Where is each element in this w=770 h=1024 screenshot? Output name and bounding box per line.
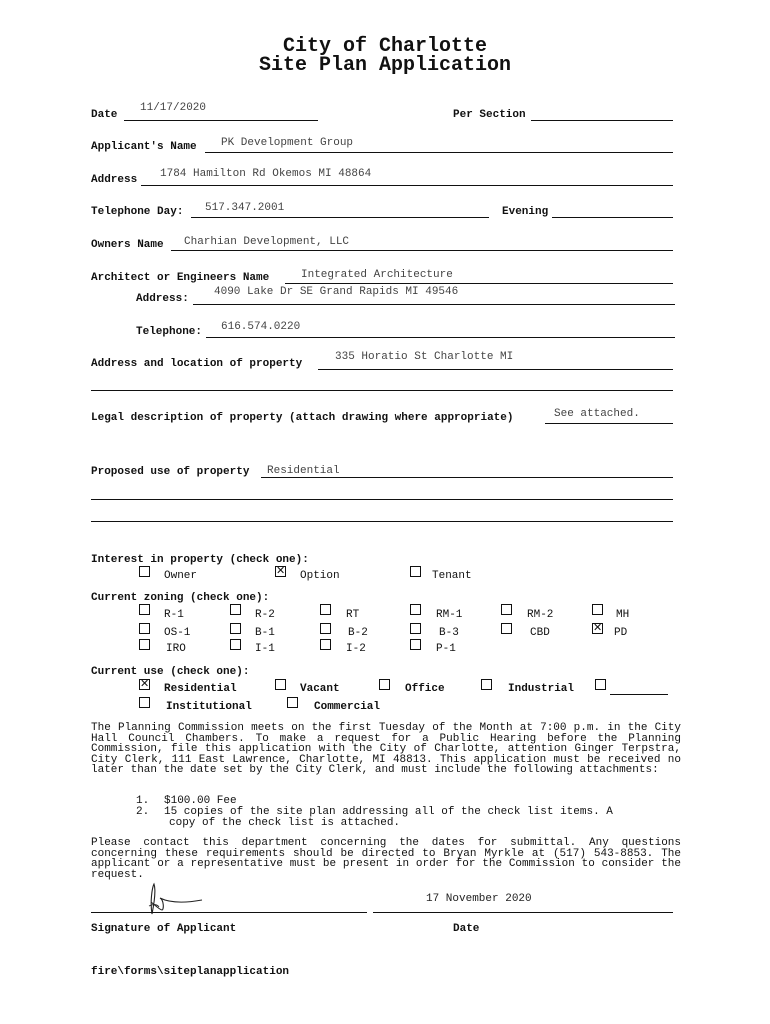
proposed-use-line — [261, 477, 673, 478]
architect-telephone-line — [206, 337, 675, 338]
current-use-heading: Current use (check one): — [91, 666, 250, 678]
use-office-checkbox[interactable] — [379, 679, 390, 690]
applicant-name-field[interactable]: PK Development Group — [221, 137, 354, 149]
zoning-rm2-label: RM-2 — [527, 609, 554, 621]
signature-line[interactable] — [91, 912, 367, 913]
use-other-checkbox[interactable] — [595, 679, 606, 690]
property-location-field[interactable]: 335 Horatio St Charlotte MI — [335, 351, 514, 363]
telephone-day-label: Telephone Day: — [91, 206, 184, 218]
proposed-use-line-3[interactable] — [91, 521, 673, 522]
zoning-pd-label: PD — [614, 627, 628, 639]
city-title: City of Charlotte — [282, 35, 488, 58]
use-institutional-label: Institutional — [166, 701, 252, 713]
interest-option-checkbox[interactable] — [275, 566, 286, 577]
zoning-os1-checkbox[interactable] — [139, 623, 150, 634]
zoning-iro-label: IRO — [166, 643, 186, 655]
attachment-1: $100.00 Fee — [164, 795, 237, 807]
architect-address-field[interactable]: 4090 Lake Dr SE Grand Rapids MI 49546 — [214, 286, 459, 298]
interest-tenant-label: Tenant — [432, 570, 472, 582]
address-field[interactable]: 1784 Hamilton Rd Okemos MI 48864 — [160, 168, 372, 180]
owners-name-label: Owners Name — [91, 239, 164, 251]
property-location-line-2[interactable] — [91, 390, 673, 391]
use-other-field[interactable] — [610, 694, 668, 695]
zoning-mh-checkbox[interactable] — [592, 604, 603, 615]
zoning-cbd-label: CBD — [530, 627, 550, 639]
instructions-paragraph: The Planning Commission meets on the first Tuesday of the Month at 7:00 p.m. in the City Hall Council Chambers. To make a request for a Public Hearing before the Planning Commission, file this application with the City of Charlotte, attention Ginger Terpstra, City Clerk, 111 East Lawrence, Charlotte, MI 48813. This application must be received no later than the date set by the City Clerk, and must include the following attachments: — [91, 722, 681, 777]
legal-description-line — [545, 423, 673, 424]
zoning-b1-label: B-1 — [255, 627, 275, 639]
date-signed-field[interactable]: 17 November 2020 — [426, 893, 532, 905]
legal-description-label: Legal description of property (attach drawing where appropriate) — [91, 412, 514, 424]
owners-name-line — [171, 250, 673, 251]
telephone-day-field[interactable]: 517.347.2001 — [205, 202, 285, 214]
attachment-2-number: 2. — [136, 806, 150, 818]
contact-paragraph: Please contact this department concerning the dates for submittal. Any questions concerning these requirements should be directed to Bryan Myrkle at (517) 543-8853. The applicant or a representative must be present in order for the Commission to consider the request. — [91, 837, 681, 881]
evening-label: Evening — [502, 206, 549, 218]
zoning-rm1-checkbox[interactable] — [410, 604, 421, 615]
evening-field[interactable] — [552, 217, 673, 218]
telephone-day-line — [191, 217, 489, 218]
zoning-i1-label: I-1 — [255, 643, 275, 655]
zoning-b2-label: B-2 — [348, 627, 368, 639]
zoning-b3-label: B-3 — [439, 627, 459, 639]
attachment-1-number: 1. — [136, 795, 150, 807]
architect-telephone-field[interactable]: 616.574.0220 — [221, 321, 301, 333]
date-line — [124, 120, 318, 121]
form-title: Site Plan Application — [258, 54, 512, 77]
interest-option-label: Option — [300, 570, 340, 582]
architect-address-label: Address: — [136, 293, 189, 305]
legal-description-field[interactable]: See attached. — [554, 408, 640, 420]
zoning-p1-checkbox[interactable] — [410, 639, 421, 650]
zoning-i1-checkbox[interactable] — [230, 639, 241, 650]
zoning-i2-checkbox[interactable] — [320, 639, 331, 650]
property-location-line — [318, 369, 673, 370]
date-field[interactable]: 11/17/2020 — [140, 102, 207, 114]
use-vacant-label: Vacant — [300, 683, 340, 695]
interest-heading: Interest in property (check one): — [91, 554, 309, 566]
use-commercial-label: Commercial — [314, 701, 381, 713]
zoning-r2-checkbox[interactable] — [230, 604, 241, 615]
use-institutional-checkbox[interactable] — [139, 697, 150, 708]
signature-label: Signature of Applicant — [91, 923, 237, 935]
date-signed-line — [373, 912, 673, 913]
owners-name-field[interactable]: Charhian Development, LLC — [184, 236, 350, 248]
zoning-b2-checkbox[interactable] — [320, 623, 331, 634]
address-line — [141, 185, 673, 186]
zoning-rt-checkbox[interactable] — [320, 604, 331, 615]
interest-tenant-checkbox[interactable] — [410, 566, 421, 577]
zoning-rm2-checkbox[interactable] — [501, 604, 512, 615]
zoning-rt-label: RT — [346, 609, 360, 621]
use-commercial-checkbox[interactable] — [287, 697, 298, 708]
proposed-use-label: Proposed use of property — [91, 466, 250, 478]
per-section-field[interactable] — [531, 120, 673, 121]
attachment-2-line-2: copy of the check list is attached. — [169, 817, 401, 829]
zoning-rm1-label: RM-1 — [436, 609, 463, 621]
zoning-heading: Current zoning (check one): — [91, 592, 270, 604]
property-location-label: Address and location of property — [91, 358, 303, 370]
footer-path: fire\forms\siteplanapplication — [91, 966, 290, 978]
architect-name-label: Architect or Engineers Name — [91, 272, 270, 284]
zoning-r1-label: R-1 — [164, 609, 184, 621]
applicant-name-line — [205, 152, 673, 153]
architect-address-line — [193, 304, 675, 305]
use-industrial-checkbox[interactable] — [481, 679, 492, 690]
date-signed-label: Date — [453, 923, 480, 935]
attachment-2-line-1: 15 copies of the site plan addressing all of the check list items. A — [164, 806, 613, 818]
architect-telephone-label: Telephone: — [136, 326, 203, 338]
zoning-b3-checkbox[interactable] — [410, 623, 421, 634]
proposed-use-field[interactable]: Residential — [267, 465, 340, 477]
zoning-mh-label: MH — [616, 609, 630, 621]
zoning-iro-checkbox[interactable] — [139, 639, 150, 650]
use-industrial-label: Industrial — [508, 683, 575, 695]
per-section-label: Per Section — [453, 109, 526, 121]
architect-name-line — [285, 283, 673, 284]
use-vacant-checkbox[interactable] — [275, 679, 286, 690]
zoning-cbd-checkbox[interactable] — [501, 623, 512, 634]
use-residential-checkbox[interactable] — [139, 679, 150, 690]
zoning-r2-label: R-2 — [255, 609, 275, 621]
date-label: Date — [91, 109, 118, 121]
zoning-i2-label: I-2 — [346, 643, 366, 655]
zoning-os1-label: OS-1 — [164, 627, 191, 639]
interest-owner-checkbox[interactable] — [139, 566, 150, 577]
zoning-pd-checkbox[interactable] — [592, 623, 603, 634]
zoning-r1-checkbox[interactable] — [139, 604, 150, 615]
proposed-use-line-2[interactable] — [91, 499, 673, 500]
interest-owner-label: Owner — [164, 570, 198, 582]
use-residential-label: Residential — [164, 683, 237, 695]
architect-name-field[interactable]: Integrated Architecture — [301, 269, 453, 281]
zoning-b1-checkbox[interactable] — [230, 623, 241, 634]
applicant-name-label: Applicant's Name — [91, 141, 197, 153]
address-label: Address — [91, 174, 138, 186]
zoning-p1-label: P-1 — [436, 643, 456, 655]
use-office-label: Office — [405, 683, 445, 695]
